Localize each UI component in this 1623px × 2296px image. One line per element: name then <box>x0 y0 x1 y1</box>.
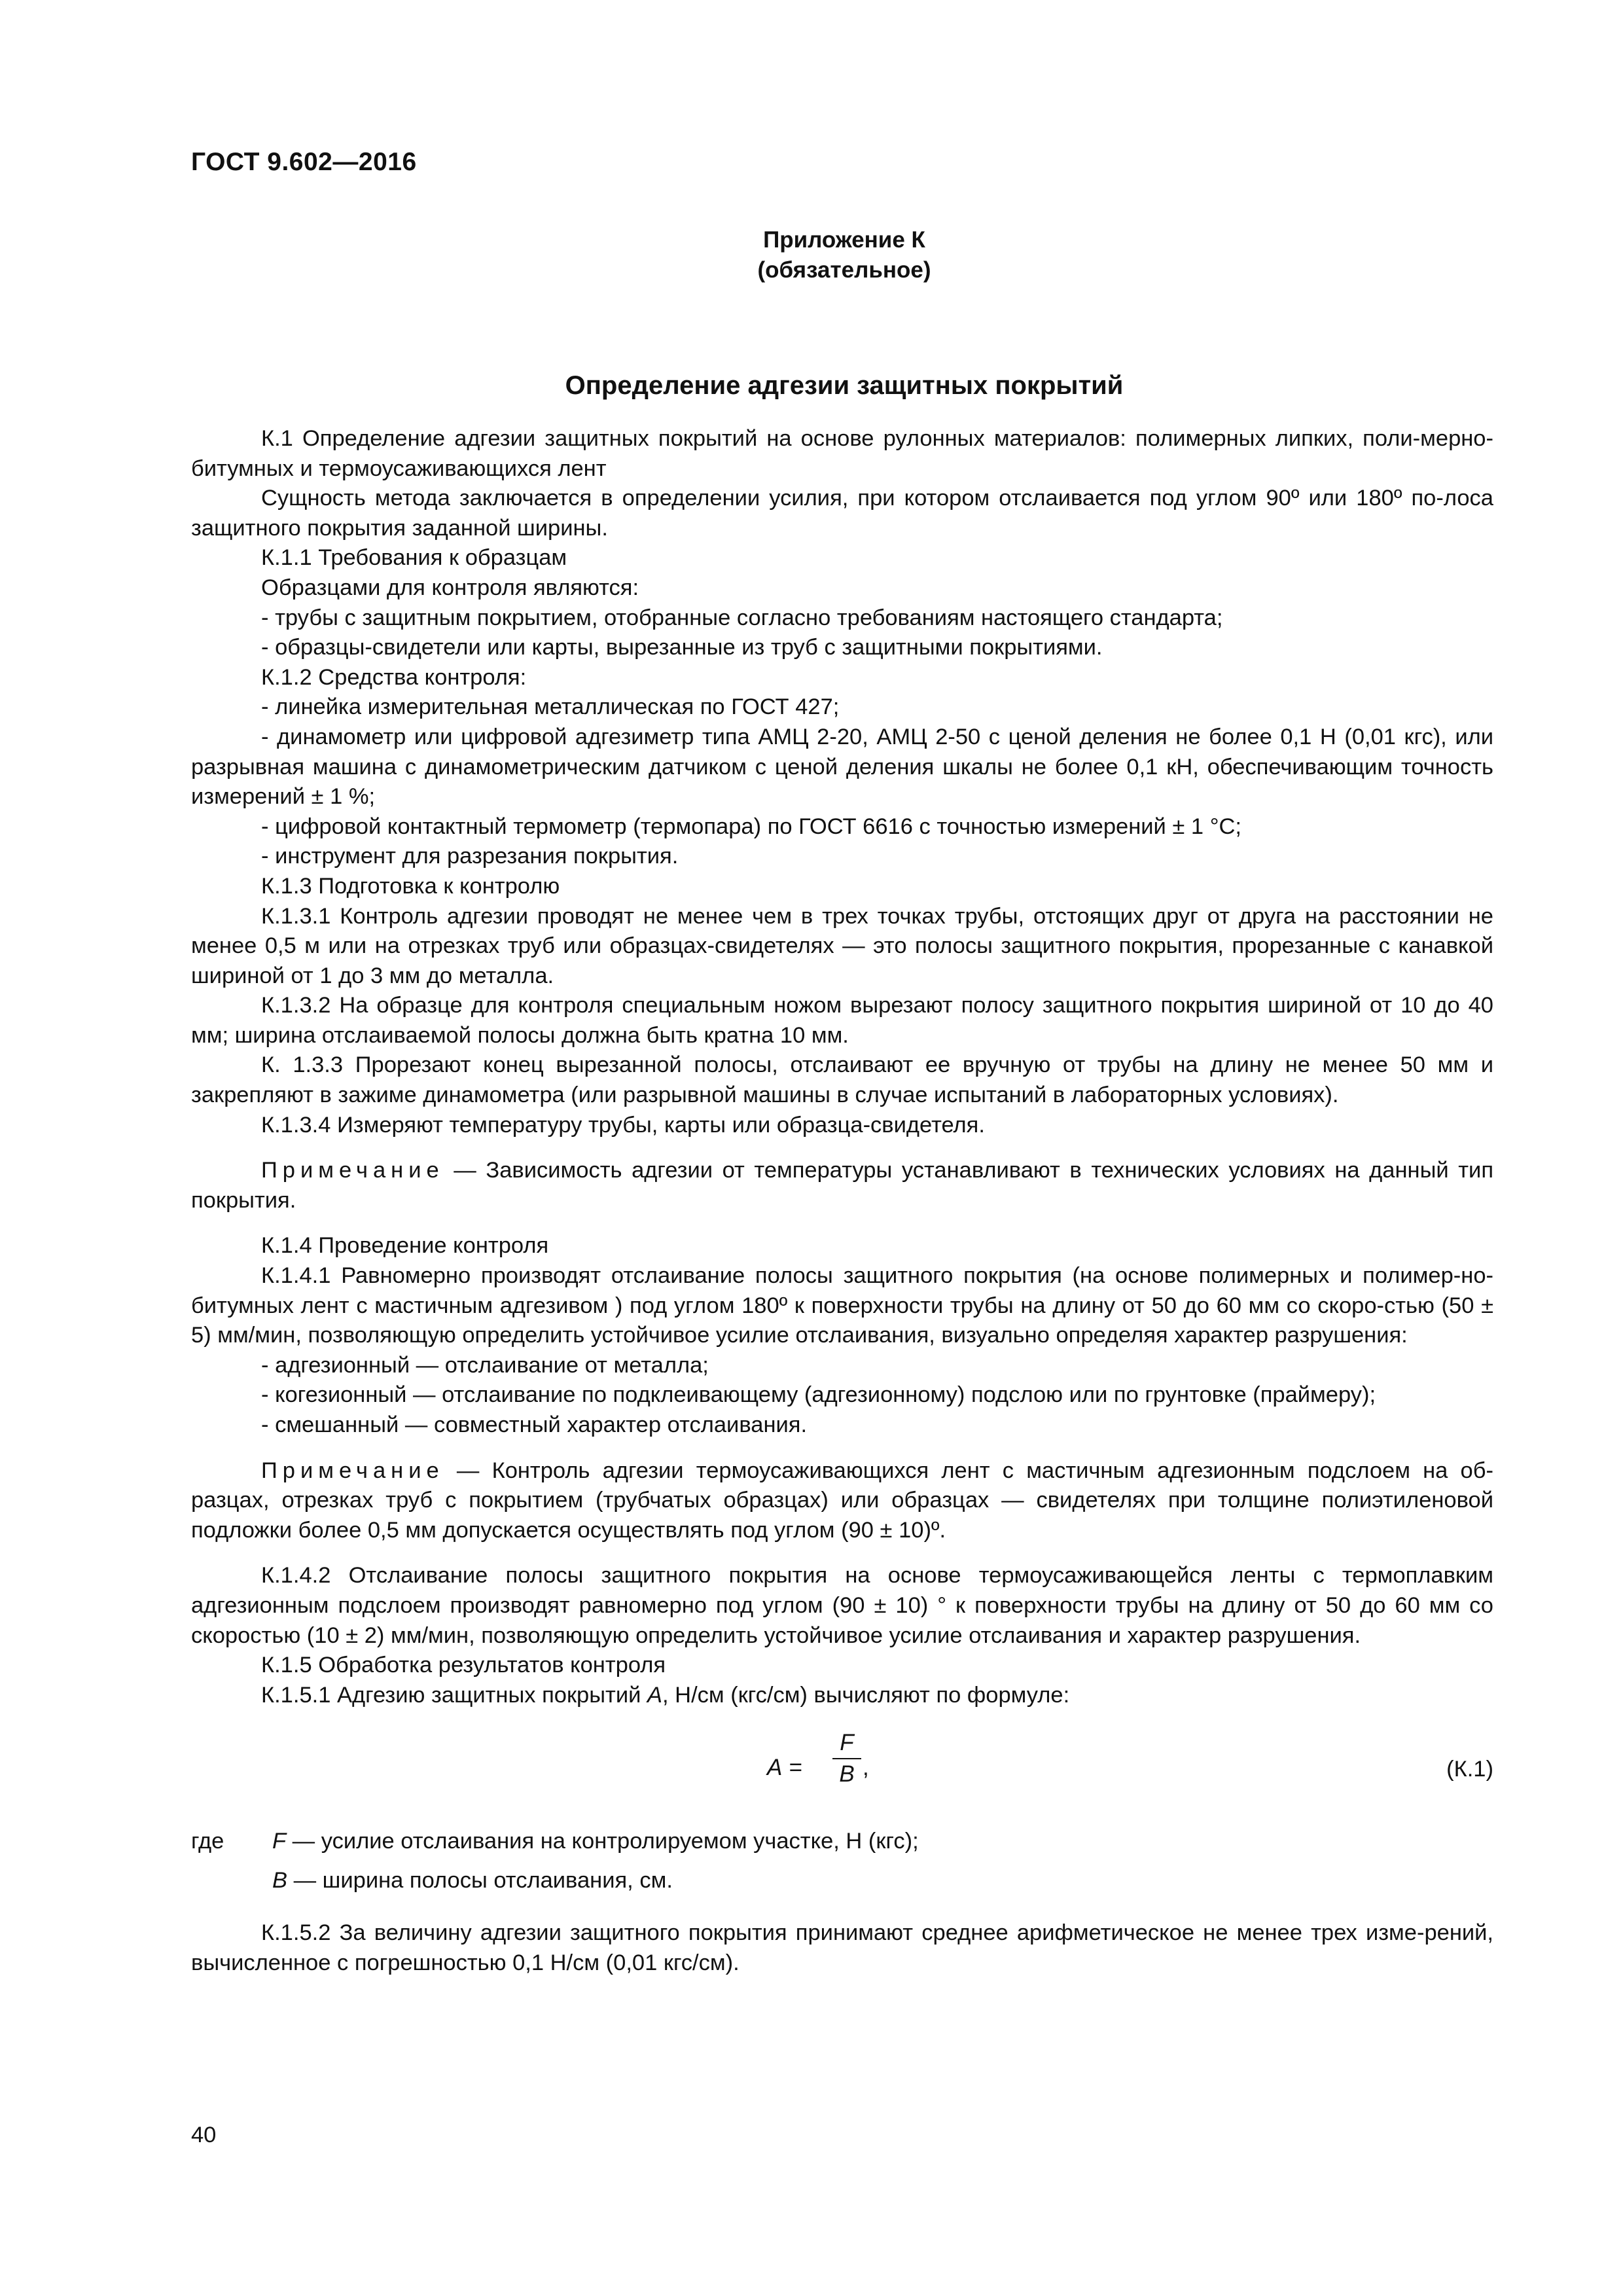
document-body <box>191 424 1493 1979</box>
subsection-heading: К.1.4 Проведение контроля <box>261 1233 549 1259</box>
where-item: В — ширина полосы отслаивания, см. <box>272 1868 673 1893</box>
note <box>191 1156 1493 1215</box>
note-label: Примечание <box>261 1158 444 1183</box>
formula-denominator: В <box>839 1761 855 1787</box>
subsection-heading: К.1.5 Обработка результатов контроля <box>261 1653 666 1678</box>
paragraph: К.1.4.1 Равномерно производят отслаивание полосы защитного покрытия (на основе полимерных и полимер-но-битумных лент с мастичным адгезивом ) под углом 180º к поверхности трубы на длину от 50 до 60 мм со скоро-стью (50 ± 5) мм/мин, позволяющую определить устойчивое усилие отслаивания, визуально определяя характер разрушения: <box>191 1263 1493 1348</box>
paragraph: Сущность метода заключается в определении усилия, при котором отслаивается под углом 90º или 180º по-лоса защитного покрытия заданной ширины. <box>191 486 1493 541</box>
formula-fraction <box>832 1730 861 1787</box>
list-item: - смешанный — совместный характер отслаивания. <box>261 1412 808 1437</box>
appendix-title: Приложение К <box>763 227 925 253</box>
note <box>191 1456 1493 1546</box>
paragraph: К. 1.3.3 Прорезают конец вырезанной полосы, отслаивают ее вручную от трубы на длину не менее 50 мм и закрепляют в зажиме динамометра (или разрывной машины в случае испытаний в лабораторных условиях). <box>191 1052 1493 1108</box>
note-text: — Контроль адгезии термоусаживающихся лент с мастичным адгезионным подслоем на об-разцах, отрезках труб с покрытием (трубчатых образцах) или образцах — свидетелях при толщине полиэтиленовой подложки более 0,5 мм допускается осуществлять под углом (90 ± 10)º. <box>191 1458 1493 1543</box>
appendix-heading <box>0 225 1623 285</box>
subsection-heading: К.1.3 Подготовка к контролю <box>261 873 560 899</box>
note-text: — Зависимость адгезии от температуры устанавливают в технических условиях на данный тип покрытия. <box>191 1158 1493 1213</box>
paragraph: К.1.5.1 Адгезию защитных покрытий А, Н/см (кгс/см) вычисляют по формуле: <box>261 1682 1070 1708</box>
paragraph: К.1.5.2 За величину адгезии защитного покрытия принимают среднее арифметическое не менее трех изме-рений, вычисленное с погрешностью 0,1 Н/см (0,01 кгс/см). <box>191 1920 1493 1975</box>
paragraph: Образцами для контроля являются: <box>261 575 639 600</box>
list-item: - образцы-свидетели или карты, вырезанные из труб с защитными покрытиями. <box>261 635 1103 660</box>
where-item: F — усилие отслаивания на контролируемом участке, Н (кгс); <box>272 1829 919 1854</box>
formula-number: (К.1) <box>1446 1757 1493 1782</box>
list-item: - динамометр или цифровой адгезиметр типа АМЦ 2-20, АМЦ 2-50 с ценой деления не более 0,1 Н (0,01 кгс), или разрывная машина с динамометрическим датчиком с ценой деления шкалы не более 0,1 кН, обеспечивающим точность измерений ± 1 %; <box>191 724 1493 810</box>
formula-block <box>191 1726 1493 1811</box>
list-item: - линейка измерительная металлическая по ГОСТ 427; <box>261 694 840 720</box>
page-number: 40 <box>191 2123 217 2147</box>
note-label: Примечание <box>261 1458 444 1483</box>
paragraph: К.1.3.4 Измеряют температуру трубы, карты или образца-свидетеля. <box>261 1112 985 1138</box>
formula-lhs: А = <box>767 1755 802 1781</box>
symbol-a: А <box>647 1682 662 1708</box>
list-item: - трубы с защитным покрытием, отобранные согласно требованиям настоящего стандарта; <box>261 605 1223 630</box>
appendix-status: (обязательное) <box>757 257 931 283</box>
formula-numerator: F <box>840 1730 854 1756</box>
where-block <box>191 1827 1493 1903</box>
formula-punctuation: , <box>863 1755 869 1781</box>
subsection-heading: К.1.1 Требования к образцам <box>261 545 567 571</box>
paragraph: К.1.3.2 На образце для контроля специальным ножом вырезают полосу защитного покрытия шириной от 10 до 40 мм; ширина отслаиваемой полосы должна быть кратна 10 мм. <box>191 993 1493 1048</box>
paragraph: К.1.4.2 Отслаивание полосы защитного покрытия на основе термоусаживающейся ленты с термоплавким адгезионным подслоем производят равномерно под углом (90 ± 10) ° к поверхности трубы на длину от 50 до 60 мм со скоростью (10 ± 2) мм/мин, позволяющую определить устойчивое усилие отслаивания и характер разрушения. <box>191 1563 1493 1648</box>
list-item: - цифровой контактный термометр (термопара) по ГОСТ 6616 с точностью измерений ± 1 °С; <box>261 814 1242 839</box>
list-item: - адгезионный — отслаивание от металла; <box>261 1352 709 1378</box>
paragraph: К.1.3.1 Контроль адгезии проводят не менее чем в трех точках трубы, отстоящих друг от друга на расстоянии не менее 0,5 м или на отрезках труб или образцах-свидетелях — это полосы защитного покрытия, прорезанные с канавкой шириной от 1 до 3 мм до металла. <box>191 903 1493 988</box>
paragraph: К.1 Определение адгезии защитных покрытий на основе рулонных материалов: полимерных липких, поли-мерно-битумных и термоусаживающихся лент <box>191 426 1493 481</box>
list-item: - инструмент для разрезания покрытия. <box>261 844 679 869</box>
where-label: где <box>191 1829 224 1854</box>
document-header: ГОСТ 9.602—2016 <box>191 148 417 176</box>
fraction-bar <box>832 1758 861 1759</box>
subsection-heading: К.1.2 Средства контроля: <box>261 664 527 690</box>
section-title: Определение адгезии защитных покрытий <box>565 371 1124 400</box>
list-item: - когезионный — отслаивание по подклеивающему (адгезионному) подслою или по грунтовке (праймеру); <box>261 1382 1376 1408</box>
